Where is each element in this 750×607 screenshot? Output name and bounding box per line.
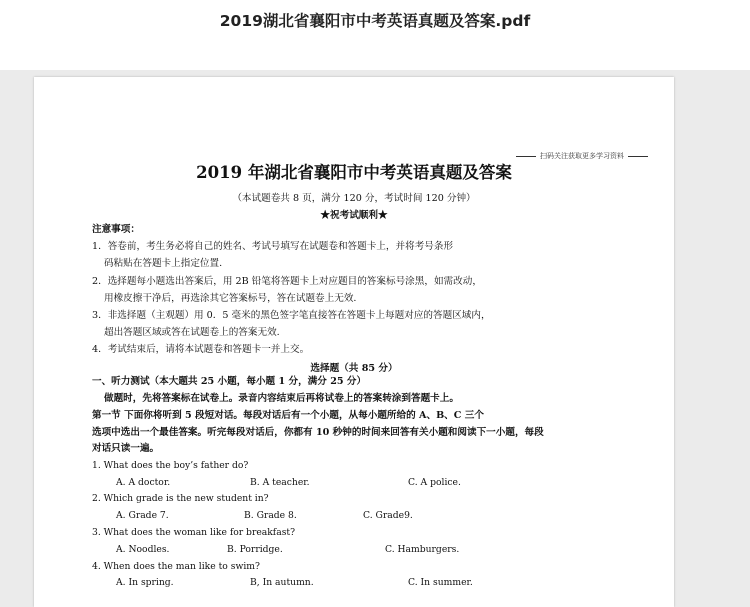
- notice-line: 用橡皮擦干净后，再选涂其它答案标号，答在试题卷上无效.: [104, 293, 357, 304]
- part1-instruction: 做题时，先将答案标在试卷上。录音内容结束后再将试卷上的答案转涂到答题卡上。: [104, 393, 459, 404]
- watermark-dash-left: [516, 156, 536, 157]
- option-a: A. Grade 7.: [116, 510, 169, 521]
- part1-heading: 一、听力测试（本大题共 25 小题，每小题 1 分，满分 25 分）: [92, 376, 367, 387]
- notice-line: 码粘贴在答题卡上指定位置.: [104, 258, 223, 269]
- question-text: 1. What does the boy’s father do?: [92, 460, 249, 471]
- option-c: C. In summer.: [408, 577, 473, 588]
- question-text: 3. What does the woman like for breakfast?: [92, 527, 296, 538]
- option-a: A. In spring.: [116, 577, 174, 588]
- question-text: 4. When does the man like to swim?: [92, 561, 260, 572]
- viewer-header: [0, 0, 750, 70]
- watermark-dash-right: [628, 156, 648, 157]
- option-c: C. A police.: [408, 477, 461, 488]
- option-b: B. Porridge.: [227, 544, 283, 555]
- section1-line: 对话只读一遍。: [92, 443, 160, 454]
- option-b: B. Grade 8.: [244, 510, 297, 521]
- good-luck-line: ★祝考试顺利★: [320, 210, 388, 221]
- watermark-text: 扫码关注获取更多学习资料: [540, 152, 624, 160]
- notice-heading: 注意事项：: [92, 224, 140, 235]
- section1-line: 第一节 下面你将听到 5 段短对话。每段对话后有一个小题，从每小题所给的 A、B、C 三个: [92, 410, 484, 421]
- section-title: 选择题（共 85 分）: [310, 363, 398, 374]
- document-title: 2019 年湖北省襄阳市中考英语真题及答案: [196, 163, 512, 182]
- question-text: 2. Which grade is the new student in?: [92, 493, 269, 504]
- notice-line: 3．非选择题（主观题）用 0．5 毫米的黑色签字笔直接答在答题卡上每题对应的答题区域内，: [92, 310, 491, 321]
- option-c: C. Grade9.: [363, 510, 413, 521]
- pdf-page: [34, 77, 674, 607]
- notice-line: 超出答题区域或答在试题卷上的答案无效.: [104, 327, 280, 338]
- notice-line: 2．选择题每小题选出答案后，用 2B 铅笔将答题卡上对应题目的答案标号涂黑，如需改动，: [92, 276, 482, 287]
- option-b: B. A teacher.: [250, 477, 310, 488]
- option-c: C. Hamburgers.: [385, 544, 460, 555]
- option-b: B, In autumn.: [250, 577, 314, 588]
- document-subtitle: （本试题卷共 8 页，满分 120 分，考试时间 120 分钟）: [232, 193, 476, 204]
- notice-line: 1．答卷前，考生务必将自己的姓名、考试号填写在试题卷和答题卡上，并将考号条形: [92, 241, 454, 252]
- file-title: 2019湖北省襄阳市中考英语真题及答案.pdf: [219, 12, 531, 30]
- option-a: A. Noodles.: [116, 544, 170, 555]
- notice-line: 4．考试结束后，请将本试题卷和答题卡一并上交。: [92, 344, 310, 355]
- section1-line: 选项中选出一个最佳答案。听完每段对话后，你都有 10 秒钟的时间来回答有关小题和阅读下一小题，每段: [92, 427, 544, 438]
- option-a: A. A doctor.: [116, 477, 171, 488]
